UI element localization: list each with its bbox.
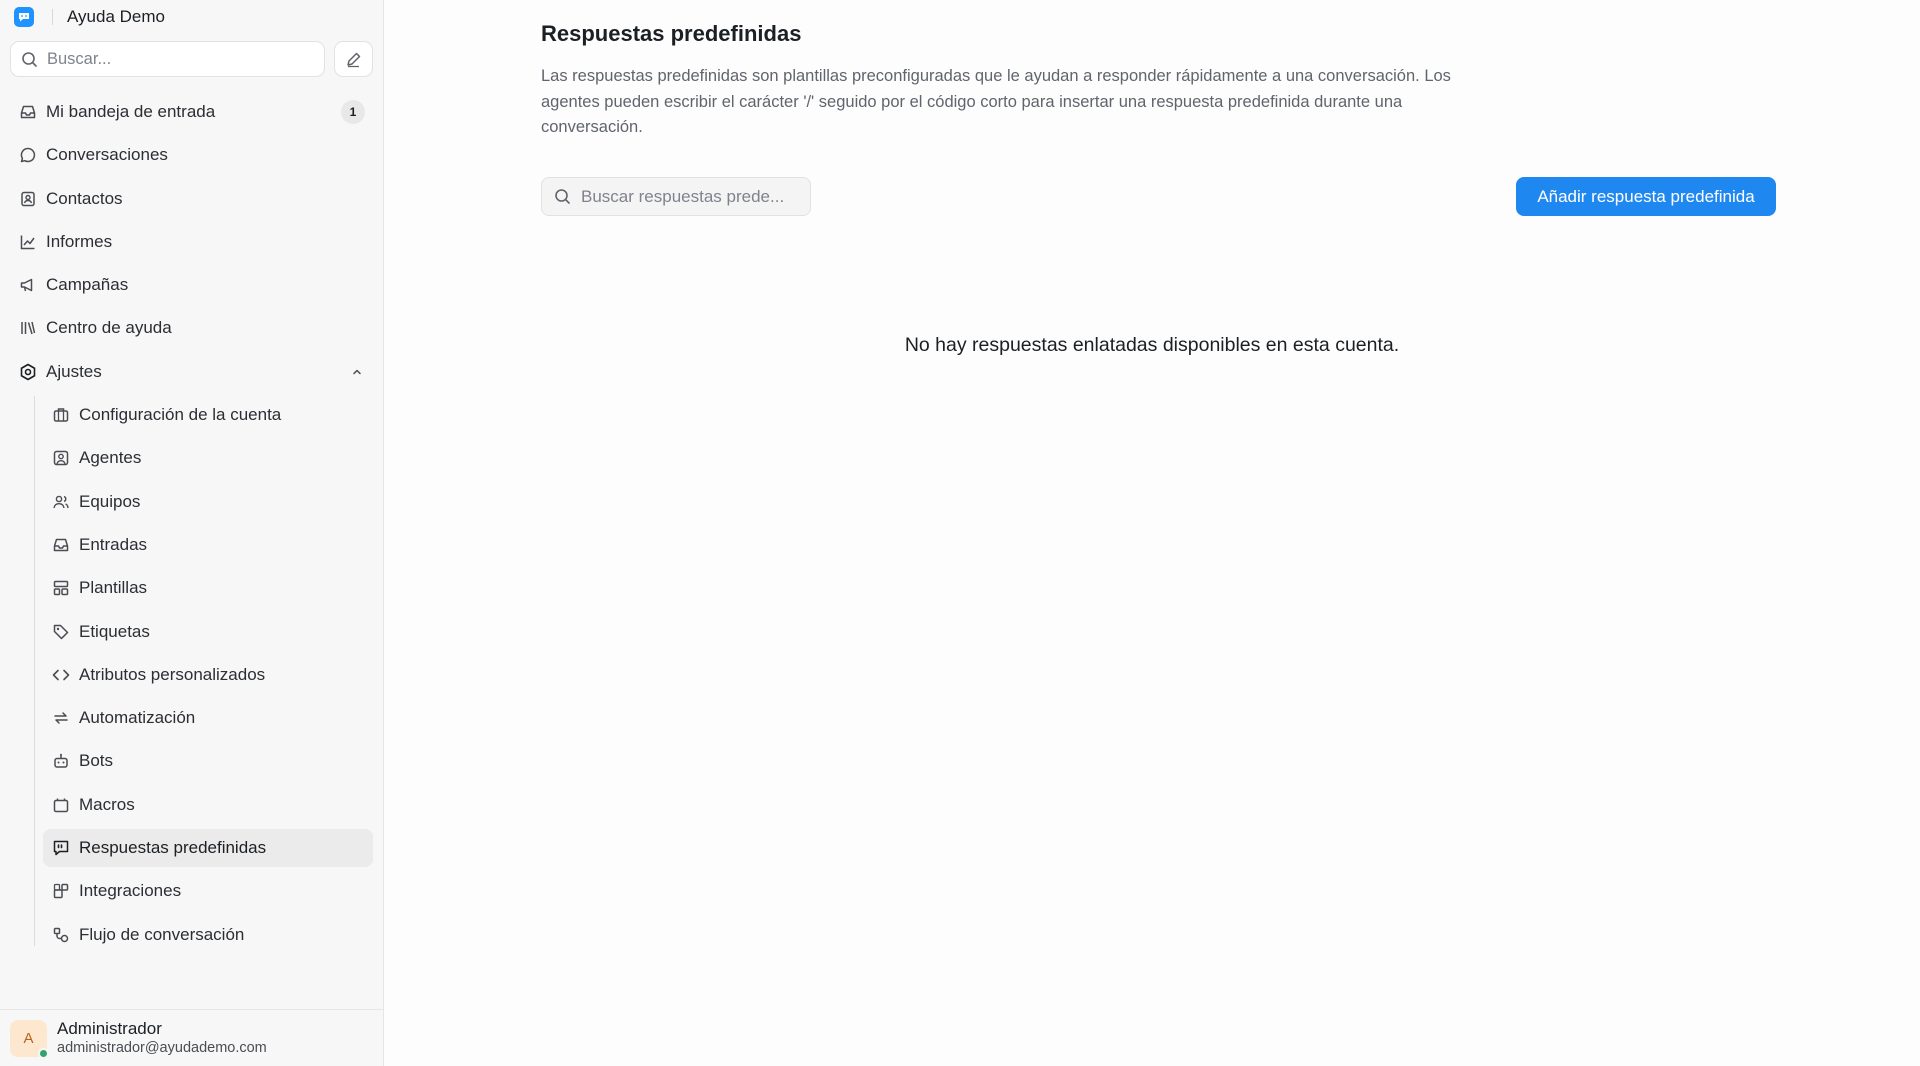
contact-card-icon	[18, 189, 38, 209]
main-content	[384, 0, 1920, 1066]
sidebar-item-bots[interactable]	[43, 742, 373, 780]
edit-icon	[345, 51, 362, 68]
sidebar-search-input[interactable]	[47, 50, 314, 69]
sidebar-item-integrations[interactable]	[43, 872, 373, 910]
sidebar-item-agents[interactable]	[43, 439, 373, 477]
sidebar	[0, 0, 384, 1066]
library-icon	[18, 318, 38, 338]
brand-logo-icon[interactable]	[14, 7, 34, 27]
briefcase-icon	[51, 405, 71, 425]
add-canned-response-button[interactable]: Añadir respuesta predefinida	[1516, 177, 1776, 216]
sidebar-search[interactable]	[10, 41, 325, 77]
canned-responses-search-input[interactable]	[581, 187, 798, 207]
brand-divider	[52, 9, 53, 25]
inbox-count-badge: 1	[341, 100, 365, 124]
account-name[interactable]: Ayuda Demo	[67, 6, 165, 26]
search-icon	[554, 188, 571, 205]
sidebar-item-macros[interactable]	[43, 786, 373, 824]
sidebar-item-conversation-flow[interactable]	[43, 916, 373, 954]
user-name: Administrador	[57, 1019, 162, 1038]
quote-icon	[51, 838, 71, 858]
sidebar-item-campaigns[interactable]	[10, 266, 373, 304]
sidebar-item-custom-attributes[interactable]	[43, 656, 373, 694]
empty-state-message: No hay respuestas enlatadas disponibles en esta cuenta.	[904, 334, 1400, 356]
sidebar-item-label: Agentes	[79, 448, 142, 468]
sidebar-item-label: Informes	[46, 231, 113, 251]
template-icon	[51, 578, 71, 598]
code-icon	[51, 665, 71, 685]
avatar-initial: A	[23, 1029, 34, 1047]
user-info	[57, 1019, 267, 1057]
inbox-icon	[18, 102, 38, 122]
sidebar-item-label: Mi bandeja de entrada	[46, 102, 216, 121]
users-icon	[51, 492, 71, 512]
sidebar-item-contacts[interactable]	[10, 180, 373, 218]
puzzle-icon	[51, 881, 71, 901]
user-profile[interactable]	[0, 1009, 383, 1066]
brand-header	[0, 0, 383, 33]
sidebar-nav	[0, 93, 383, 954]
page-description: Las respuestas predefinidas son plantillas preconfiguradas que le ayudan a responder rápidamente a una conversación. Los agentes pueden escribir el carácter '/' seguido por el código corto para insertar una respuesta predefinida durante una conversación.	[541, 67, 1451, 136]
repeat-icon	[51, 708, 71, 728]
sidebar-item-label: Etiquetas	[79, 621, 150, 641]
sidebar-item-label: Entradas	[79, 534, 148, 554]
sidebar-item-label: Plantillas	[79, 578, 148, 598]
settings-hex-icon	[18, 362, 38, 382]
sidebar-item-label: Bots	[79, 751, 114, 771]
sidebar-item-templates[interactable]	[43, 569, 373, 607]
sidebar-item-label: Atributos personalizados	[79, 664, 266, 684]
sidebar-item-label: Configuración de la cuenta	[79, 405, 282, 425]
sidebar-item-label: Macros	[79, 794, 135, 814]
sidebar-item-reports[interactable]	[10, 223, 373, 261]
settings-subnav	[34, 396, 373, 954]
sidebar-item-automation[interactable]	[43, 699, 373, 737]
sidebar-item-conversations[interactable]	[10, 136, 373, 174]
canned-responses-search[interactable]	[541, 177, 811, 216]
sidebar-item-account-settings[interactable]	[43, 396, 373, 434]
sidebar-item-label: Ajustes	[46, 361, 102, 381]
sidebar-item-label: Campañas	[46, 275, 129, 295]
sidebar-item-label: Integraciones	[79, 881, 182, 901]
bot-icon	[51, 751, 71, 771]
sidebar-item-labels[interactable]	[43, 613, 373, 651]
sidebar-item-label: Conversaciones	[46, 145, 168, 165]
sidebar-item-inbox[interactable]	[10, 93, 373, 131]
sidebar-item-teams[interactable]	[43, 483, 373, 521]
macro-icon	[51, 795, 71, 815]
chat-bubble-icon	[18, 145, 38, 165]
chevron-up-icon[interactable]	[349, 364, 365, 380]
sidebar-item-label: Respuestas predefinidas	[79, 838, 267, 858]
sidebar-item-inboxes[interactable]	[43, 526, 373, 564]
flow-icon	[51, 925, 71, 945]
sidebar-item-settings[interactable]	[10, 353, 373, 391]
tag-icon	[51, 622, 71, 642]
agent-icon	[51, 448, 71, 468]
sidebar-item-label: Flujo de conversación	[79, 924, 245, 944]
search-icon	[21, 51, 38, 68]
page-title: Respuestas predefinidas	[541, 21, 802, 46]
megaphone-icon	[18, 275, 38, 295]
sidebar-item-label: Centro de ayuda	[46, 318, 172, 338]
sidebar-item-label: Automatización	[79, 708, 196, 728]
avatar[interactable]	[10, 1020, 47, 1057]
sidebar-item-help-center[interactable]	[10, 309, 373, 347]
online-status-dot	[38, 1048, 49, 1059]
sidebar-item-label: Equipos	[79, 491, 141, 511]
inbox-icon	[51, 535, 71, 555]
user-email: administrador@ayudademo.com	[57, 1040, 267, 1056]
sidebar-item-canned-responses[interactable]	[43, 829, 373, 867]
line-chart-icon	[18, 232, 38, 252]
sidebar-item-label: Contactos	[46, 188, 123, 208]
compose-button[interactable]	[334, 41, 373, 77]
sidebar-search-row	[0, 33, 383, 77]
